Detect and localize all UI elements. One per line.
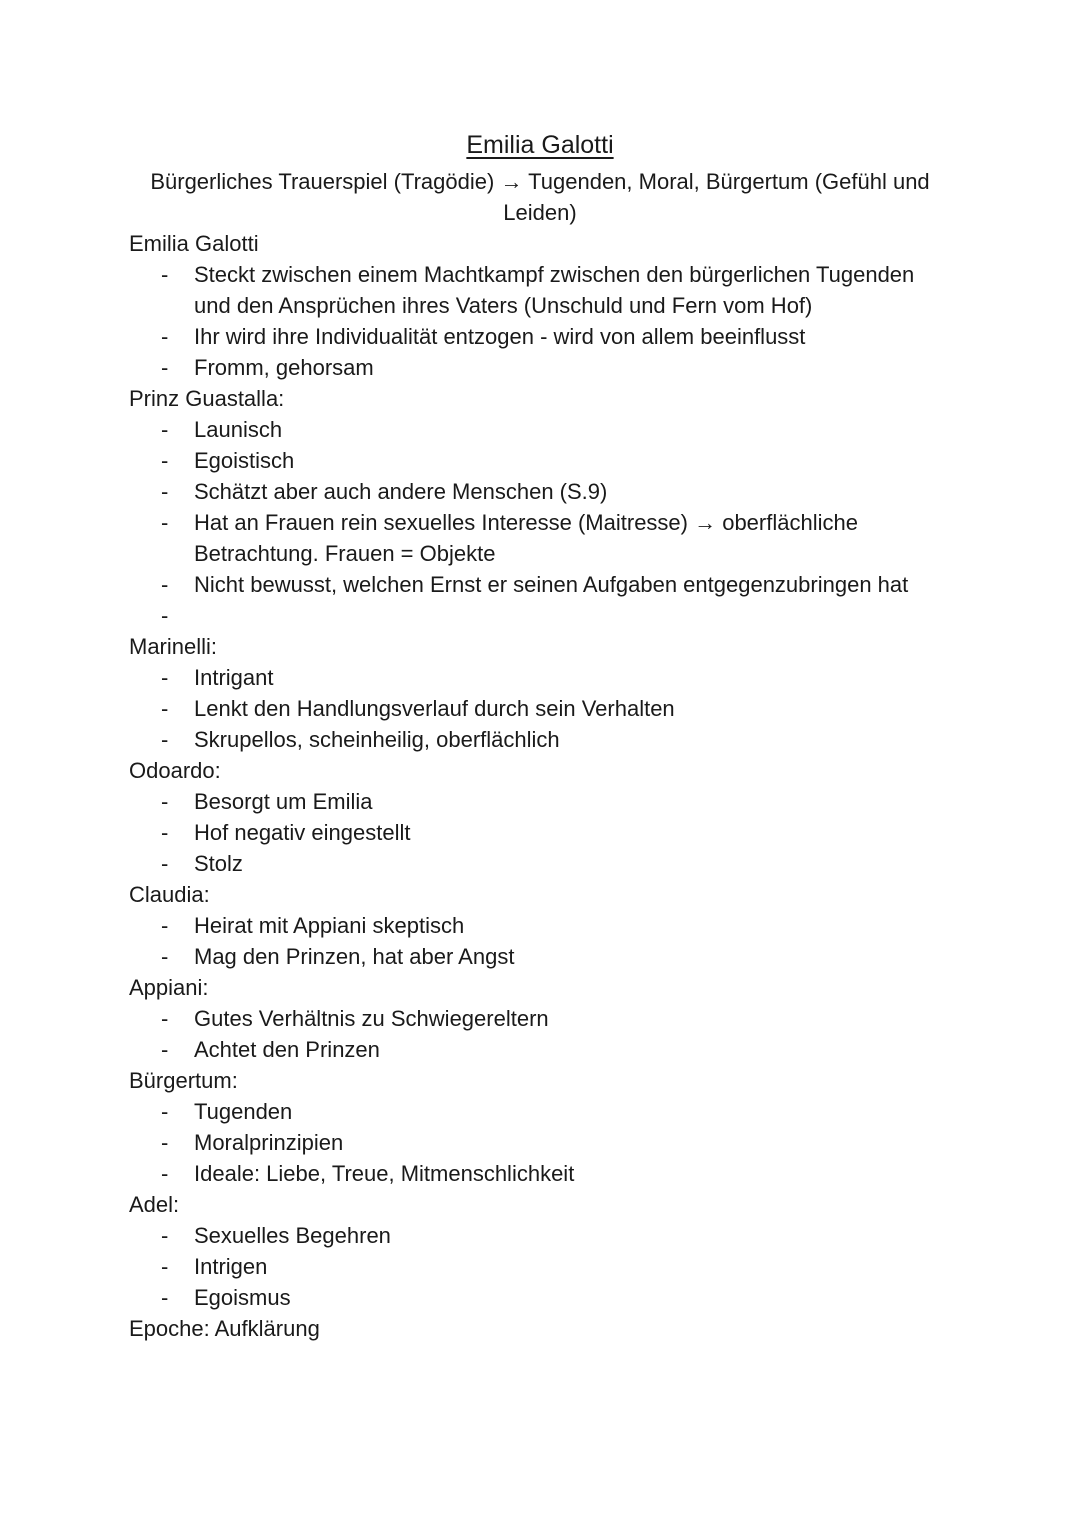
bullet-list (129, 1096, 969, 1189)
document-subtitle: Bürgerliches Trauerspiel (Tragödie) → Tugenden, Moral, Bürgertum (Gefühl und Leiden) (150, 169, 930, 225)
list-item: - Intrigen (129, 1251, 954, 1282)
section-heading: Claudia: (129, 882, 210, 907)
section (129, 1313, 969, 1344)
list-item: - Hat an Frauen rein sexuelles Interesse (Maitresse) → oberflächliche Betrachtung. Frauen = Objekte (129, 507, 954, 569)
bullet-list (129, 662, 969, 755)
section (129, 879, 969, 972)
section (129, 631, 969, 755)
list-item: - Egoismus (129, 1282, 954, 1313)
bullet-list (129, 1003, 969, 1065)
section-heading: Adel: (129, 1192, 180, 1217)
list-item: - Launisch (129, 414, 954, 445)
list-item: - Nicht bewusst, welchen Ernst er seinen Aufgaben entgegenzubringen hat (129, 569, 954, 600)
section (129, 972, 969, 1065)
bullet-list (129, 414, 969, 631)
list-item: - Schätzt aber auch andere Menschen (S.9) (129, 476, 954, 507)
list-item: - Besorgt um Emilia (129, 786, 954, 817)
section (129, 228, 969, 383)
list-item: - Heirat mit Appiani skeptisch (129, 910, 954, 941)
list-item: - Tugenden (129, 1096, 954, 1127)
section-heading: Appiani: (129, 975, 209, 1000)
section (129, 1065, 969, 1189)
section (129, 755, 969, 879)
list-item: - Steckt zwischen einem Machtkampf zwischen den bürgerlichen Tugenden und den Ansprüchen ihres Vaters (Unschuld und Fern vom Hof) (129, 259, 954, 321)
list-item: - Achtet den Prinzen (129, 1034, 954, 1065)
list-item: - Fromm, gehorsam (129, 352, 954, 383)
section-heading: Bürgertum: (129, 1068, 238, 1093)
section-heading: Odoardo: (129, 758, 221, 783)
bullet-list (129, 910, 969, 972)
bullet-list (129, 259, 969, 383)
list-item: - Hof negativ eingestellt (129, 817, 954, 848)
section-heading: Marinelli: (129, 634, 218, 659)
list-item: - Stolz (129, 848, 954, 879)
section-heading: Prinz Guastalla: (129, 386, 285, 411)
list-item: - Egoistisch (129, 445, 954, 476)
list-item: - Intrigant (129, 662, 954, 693)
list-item: - Moralprinzipien (129, 1127, 954, 1158)
list-item: - Sexuelles Begehren (129, 1220, 954, 1251)
section-heading: Epoche: Aufklärung (129, 1316, 320, 1341)
list-item: - Mag den Prinzen, hat aber Angst (129, 941, 954, 972)
list-item: - Ihr wird ihre Individualität entzogen - wird von allem beeinflusst (129, 321, 954, 352)
list-item: - Gutes Verhältnis zu Schwiegereltern (129, 1003, 954, 1034)
bullet-list (129, 786, 969, 879)
section (129, 383, 969, 631)
list-item: - Ideale: Liebe, Treue, Mitmenschlichkeit (129, 1158, 954, 1189)
section (129, 1189, 969, 1313)
notes-body (129, 228, 969, 1344)
bullet-list (129, 1220, 969, 1313)
section-heading: Emilia Galotti (129, 231, 259, 256)
list-item: - Skrupellos, scheinheilig, oberflächlich (129, 724, 954, 755)
list-item: - Lenkt den Handlungsverlauf durch sein Verhalten (129, 693, 954, 724)
list-item (129, 600, 954, 631)
document-title: Emilia Galotti (466, 131, 614, 159)
